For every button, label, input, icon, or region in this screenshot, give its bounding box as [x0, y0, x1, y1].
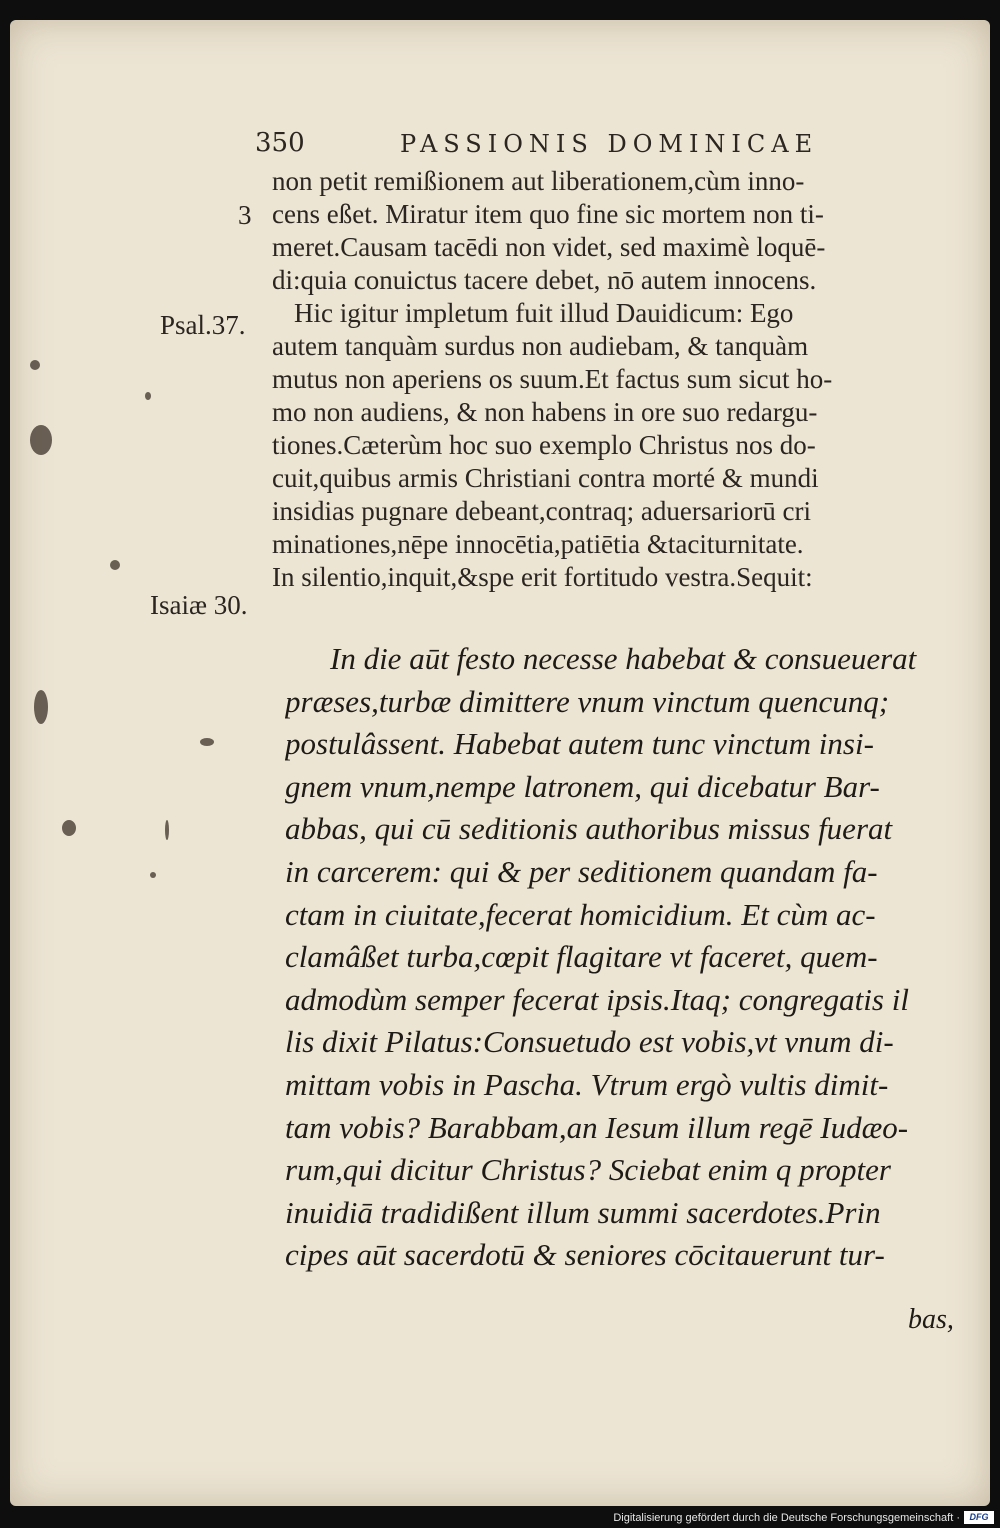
ink-spot — [145, 392, 151, 400]
text-line: postulâssent. Habebat autem tunc vinctum insi- — [285, 726, 874, 762]
running-head-title: PASSIONIS DOMINICAE — [400, 130, 819, 158]
text-line: cuit,quibus armis Christiani contra morté & mundi — [272, 463, 819, 493]
ink-spot — [30, 425, 52, 455]
text-line: non petit remißionem aut liberationem,cùm inno- — [272, 166, 805, 196]
text-line: In silentio,inquit,&spe erit fortitudo vestra.Sequit: — [272, 562, 813, 592]
text-line: clamâßet turba,cœpit flagitare vt faceret, quem- — [285, 939, 878, 975]
ink-spot — [200, 738, 214, 746]
roman-text-block — [272, 165, 952, 594]
text-line: cipes aūt sacerdotū & seniores cōcitauerunt tur- — [285, 1237, 885, 1273]
ink-spot — [110, 560, 120, 570]
ink-spot — [62, 820, 76, 836]
text-line: abbas, qui cū seditionis authoribus missus fuerat — [285, 811, 893, 847]
footer-bar — [0, 1508, 1000, 1528]
text-line: tam vobis? Barabbam,an Iesum illum regē Iudæo- — [285, 1109, 909, 1145]
running-header — [10, 128, 990, 168]
catchword: bas, — [908, 1304, 954, 1335]
text-line: mittam vobis in Pascha. Vtrum ergò vultis dimit- — [285, 1066, 889, 1102]
text-line: In die aūt festo necesse habebat & consueuerat — [330, 641, 917, 676]
italic-scripture-block — [285, 638, 965, 1277]
ink-spot — [30, 360, 40, 370]
text-line: autem tanquàm surdus non audiebam, & tanquàm — [272, 331, 809, 361]
text-line: Hic igitur impletum fuit illud Dauidicum: Ego — [294, 298, 794, 328]
funding-credit: Digitalisierung gefördert durch die Deutsche Forschungsgemeinschaft · — [613, 1512, 960, 1524]
text-line: mo non audiens, & non habens in ore suo redargu- — [272, 397, 818, 427]
text-line: lis dixit Pilatus:Consuetudo est vobis,vt vnum di- — [285, 1024, 894, 1060]
text-line: præses,turbæ dimittere vnum vinctum quencunq; — [285, 683, 890, 719]
text-line: in carcerem: qui & per seditionem quandam fa- — [285, 853, 878, 889]
book-page — [10, 20, 990, 1506]
text-line: minationes,nēpe innocētia,patiētia &taciturnitate. — [272, 529, 804, 559]
ink-spot — [165, 820, 169, 840]
ink-spot — [34, 690, 48, 724]
dfg-logo-icon: DFG — [964, 1511, 994, 1524]
text-line: meret.Causam tacēdi non videt, sed maximè loquē- — [272, 232, 826, 262]
text-line: insidias pugnare debeant,contraq; aduersariorū cri — [272, 496, 812, 526]
text-line: tiones.Cæterùm hoc suo exemplo Christus nos do- — [272, 430, 816, 460]
margin-note-psalm: Psal.37. — [160, 310, 246, 340]
page-number: 350 — [255, 128, 305, 158]
text-line: inuidiā tradidißent illum summi sacerdotes.Prin — [285, 1194, 881, 1230]
text-line: gnem vnum,nempe latronem, qui dicebatur Bar- — [285, 768, 880, 804]
text-line: cens eßet. Miratur item quo fine sic mortem non ti- — [272, 199, 824, 229]
margin-line-mark: 3 — [238, 200, 252, 230]
text-line: di:quia conuictus tacere debet, nō autem innocens. — [272, 265, 817, 295]
margin-note-isaiah: Isaiæ 30. — [150, 590, 248, 620]
ink-spot — [150, 872, 156, 878]
text-line: rum,qui dicitur Christus? Sciebat enim q propter — [285, 1152, 891, 1188]
text-line: ctam in ciuitate,fecerat homicidium. Et cùm ac- — [285, 896, 876, 932]
text-line: mutus non aperiens os suum.Et factus sum sicut ho- — [272, 364, 833, 394]
text-line: admodùm semper fecerat ipsis.Itaq; congregatis il — [285, 981, 909, 1017]
